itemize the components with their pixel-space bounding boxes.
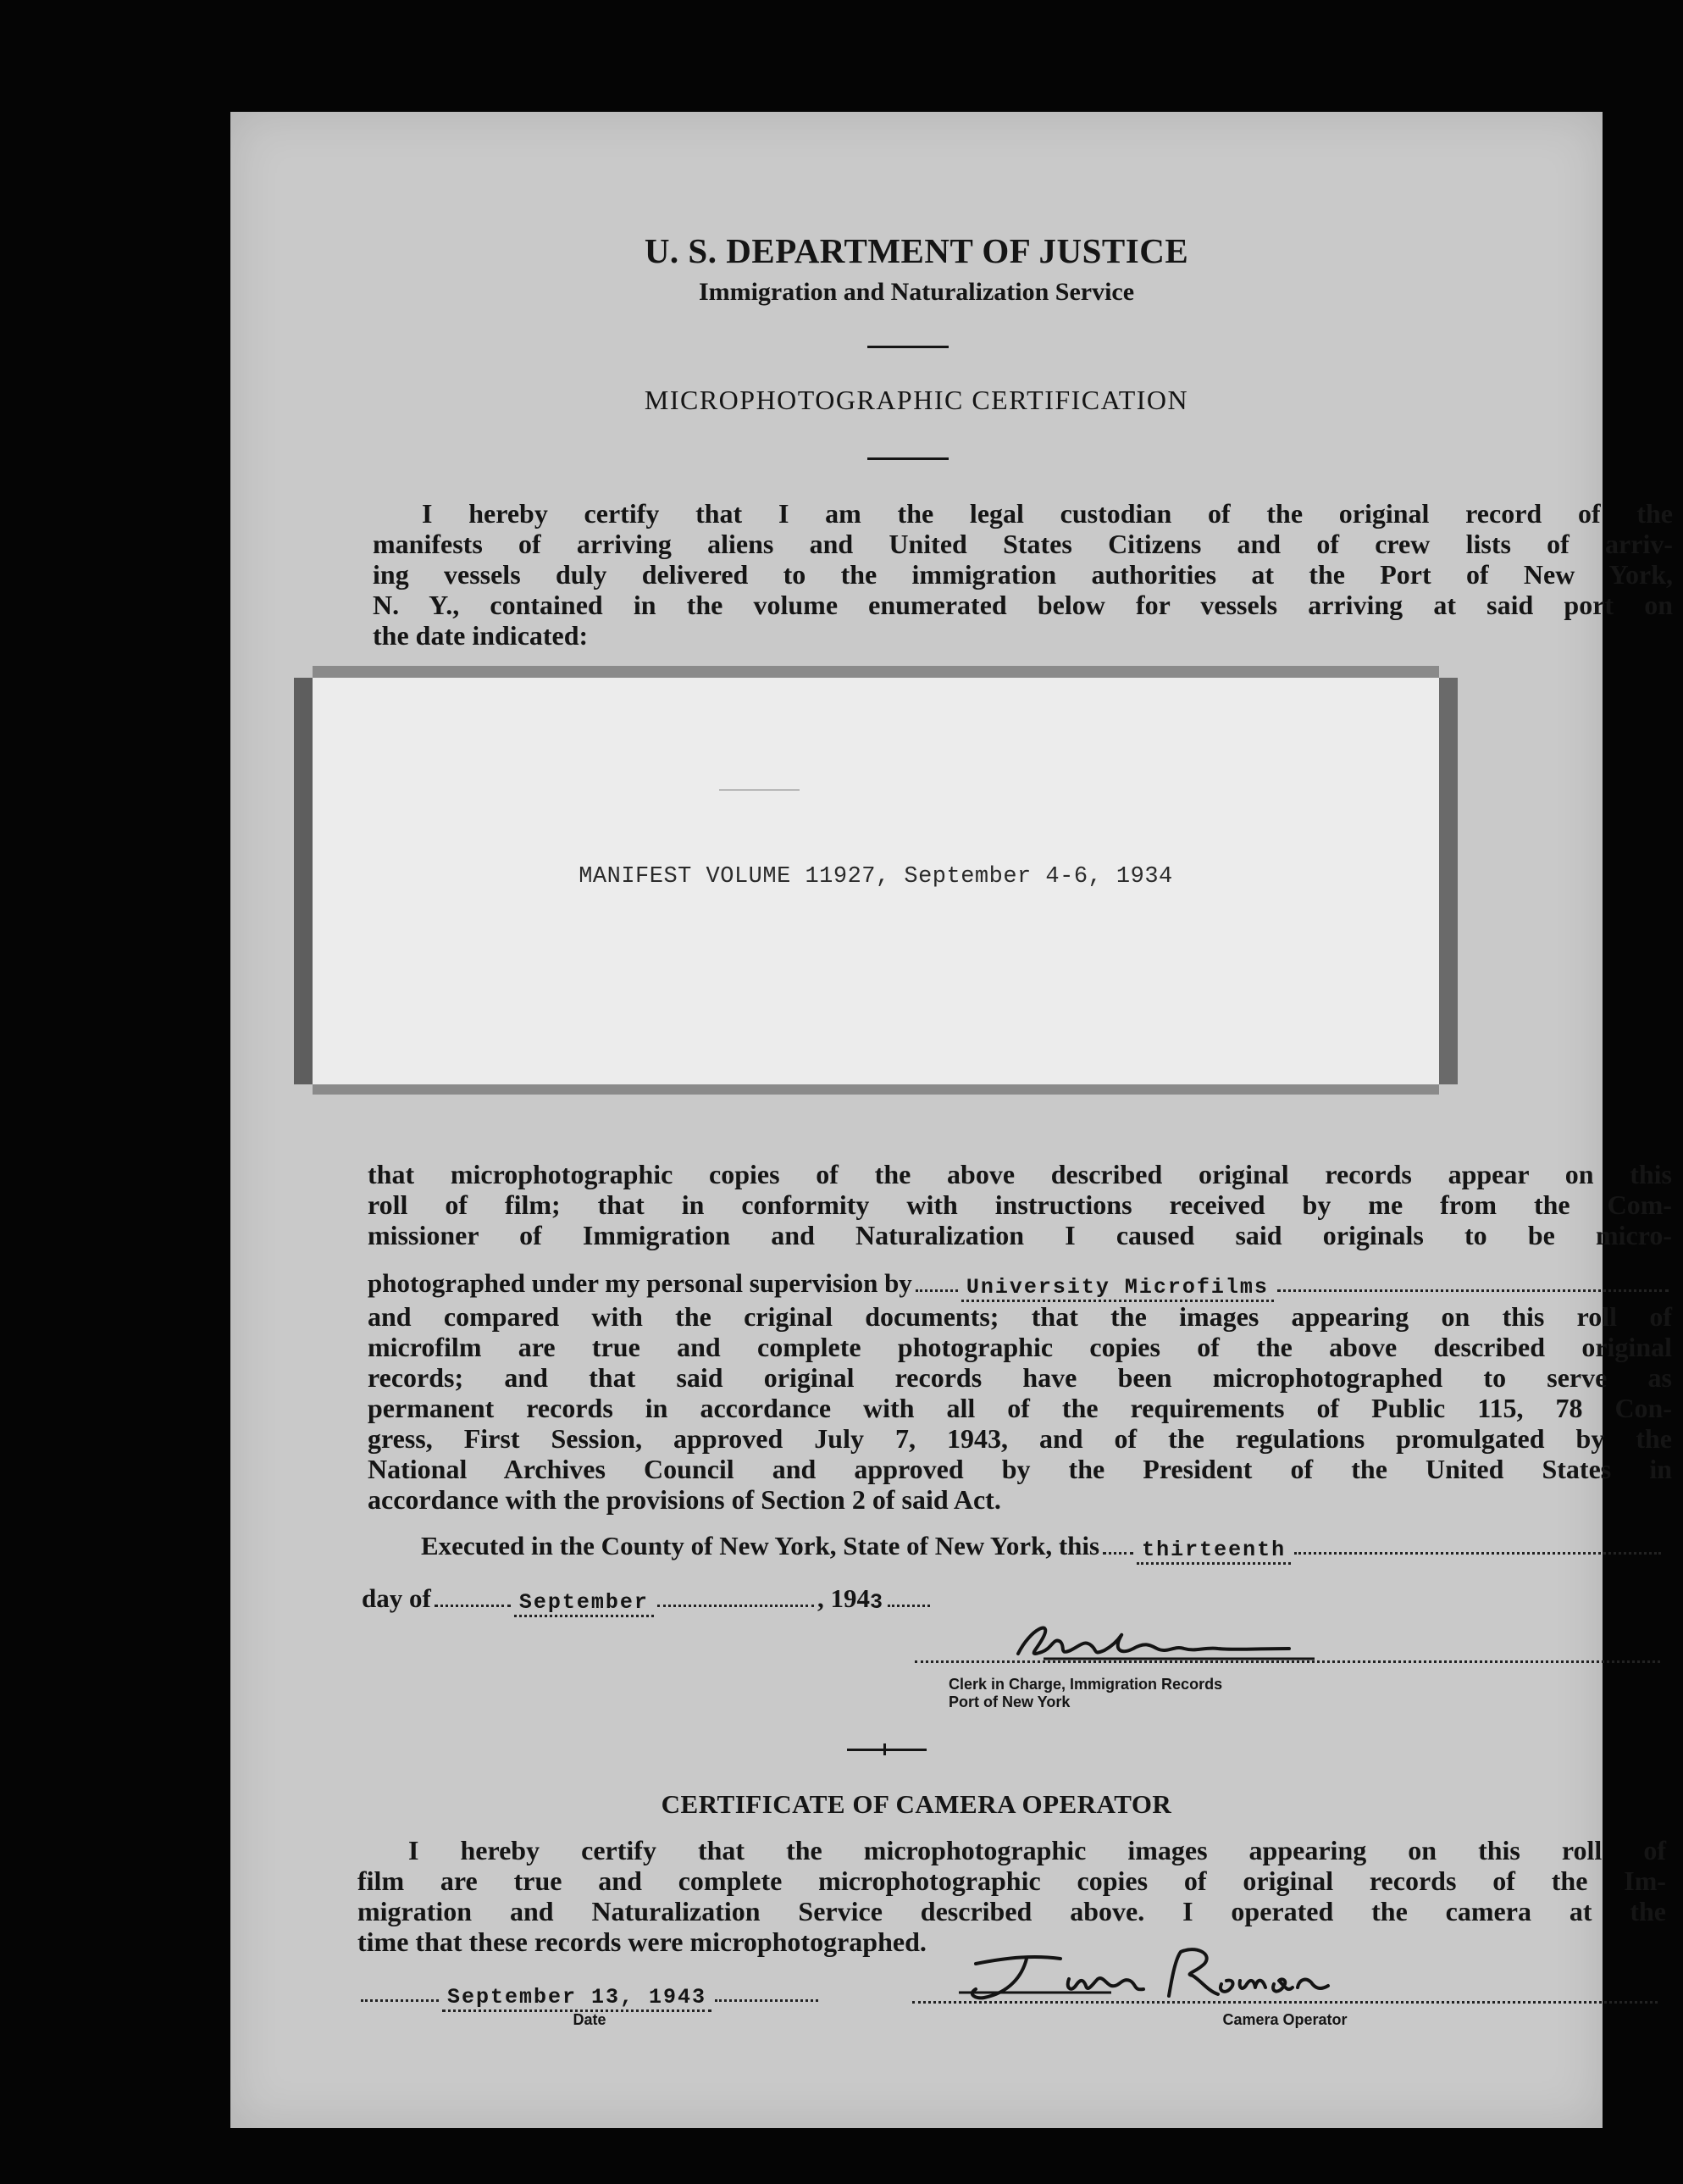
camera-date-line xyxy=(357,1979,822,2011)
paragraph-line: N. Y., contained in the volume enumerated below for vessels arriving at said port on xyxy=(373,590,1673,620)
supervision-value: University Microfilms xyxy=(961,1275,1274,1302)
camera-operator-title: CERTIFICATE OF CAMERA OPERATOR xyxy=(661,1789,1172,1819)
paragraph-line: National Archives Council and approved by the President of the United States in xyxy=(368,1454,1672,1484)
paragraph-line: and compared with the criginal documents; that the images appearing on this roll of xyxy=(368,1301,1672,1332)
dotted-leader xyxy=(1103,1532,1133,1555)
paragraph-line: migration and Naturalization Service described above. I operated the camera at the xyxy=(357,1896,1666,1926)
paragraph-line: time that these records were microphotographed. xyxy=(357,1926,927,1957)
clerk-signature xyxy=(993,1611,1331,1672)
paragraph-line: ing vessels duly delivered to the immigration authorities at the Port of New York, xyxy=(373,559,1673,590)
clerk-caption xyxy=(949,1676,1222,1711)
body-paragraph-top xyxy=(368,1159,1672,1250)
dotted-leader xyxy=(361,1979,439,2002)
day-of-label: day of xyxy=(362,1583,431,1613)
paragraph-line: missioner of Immigration and Naturalization I caused said originals to be micro- xyxy=(368,1220,1672,1250)
paragraph-line: I hereby certify that I am the legal custodian of the original record of the xyxy=(422,498,1673,529)
dotted-leader xyxy=(657,1584,814,1607)
paragraph-line: roll of film; that in conformity with instructions received by me from the Com- xyxy=(368,1189,1672,1220)
clerk-signature-line xyxy=(915,1659,1660,1663)
dotted-leader xyxy=(1294,1532,1661,1555)
divider-rule xyxy=(867,346,949,348)
clerk-caption-title: Clerk in Charge, Immigration Records xyxy=(949,1676,1223,1693)
camera-paragraph xyxy=(357,1835,1666,1957)
paragraph-line: permanent records in accordance with all of the requirements of Public 115, 78 Con- xyxy=(368,1393,1672,1423)
certification-title: MICROPHOTOGRAPHIC CERTIFICATION xyxy=(644,385,1189,415)
camera-date-value: September 13, 1943 xyxy=(442,1985,711,2012)
paragraph-line: microfilm are true and complete photographic copies of the above described original xyxy=(368,1332,1672,1362)
paragraph-line: records; and that said original records have been microphotographed to serve as xyxy=(368,1362,1672,1393)
date-caption: Date xyxy=(573,2011,606,2028)
manifest-volume-label: MANIFEST VOLUME 11927, September 4-6, 1934 xyxy=(579,864,1173,890)
year-prefix: , 194 xyxy=(817,1583,870,1613)
executed-prefix: Executed in the County of New York, State of New York, this xyxy=(421,1531,1100,1560)
paragraph-line: film are true and complete microphotographic copies of original records of the Im- xyxy=(357,1865,1666,1896)
agency-title: U. S. DEPARTMENT OF JUSTICE xyxy=(644,231,1189,270)
executed-year-digit: 3 xyxy=(869,1590,884,1615)
paragraph-line: manifests of arriving aliens and United States Citizens and of crew lists of arriv- xyxy=(373,529,1673,559)
executed-month: September xyxy=(514,1590,654,1617)
dotted-leader xyxy=(715,1979,818,2002)
supervision-line xyxy=(368,1268,1672,1301)
dotted-leader xyxy=(435,1584,511,1607)
paragraph-line: gress, First Session, approved July 7, 1943, and of the regulations promulgated by the xyxy=(368,1423,1672,1454)
dotted-leader xyxy=(1277,1269,1669,1292)
body-paragraph-bottom xyxy=(368,1301,1672,1515)
certificate-page xyxy=(230,112,1673,2128)
service-subtitle: Immigration and Naturalization Service xyxy=(698,278,1135,306)
executed-line xyxy=(421,1531,1664,1564)
paragraph-line: that microphotographic copies of the above described original records appear on this xyxy=(368,1159,1672,1189)
date-line xyxy=(362,1583,933,1616)
supervision-prefix: photographed under my personal supervision by xyxy=(368,1268,912,1298)
paragraph-line: I hereby certify that the microphotographic images appearing on this roll of xyxy=(408,1835,1666,1865)
clerk-caption-port: Port of New York xyxy=(949,1693,1071,1710)
paragraph-line: accordance with the provisions of Section 2 of said Act. xyxy=(368,1484,1001,1515)
divider-rule xyxy=(867,457,949,460)
paragraph-line: the date indicated: xyxy=(373,620,589,651)
manifest-slip xyxy=(313,678,1439,1084)
dotted-leader xyxy=(916,1269,958,1292)
certification-paragraph xyxy=(373,498,1673,651)
divider-rule xyxy=(847,1749,927,1751)
camera-operator-caption: Camera Operator xyxy=(1222,2011,1348,2028)
dotted-leader xyxy=(888,1584,930,1607)
camera-operator-signature-line xyxy=(912,1999,1658,2004)
executed-day: thirteenth xyxy=(1137,1538,1291,1565)
